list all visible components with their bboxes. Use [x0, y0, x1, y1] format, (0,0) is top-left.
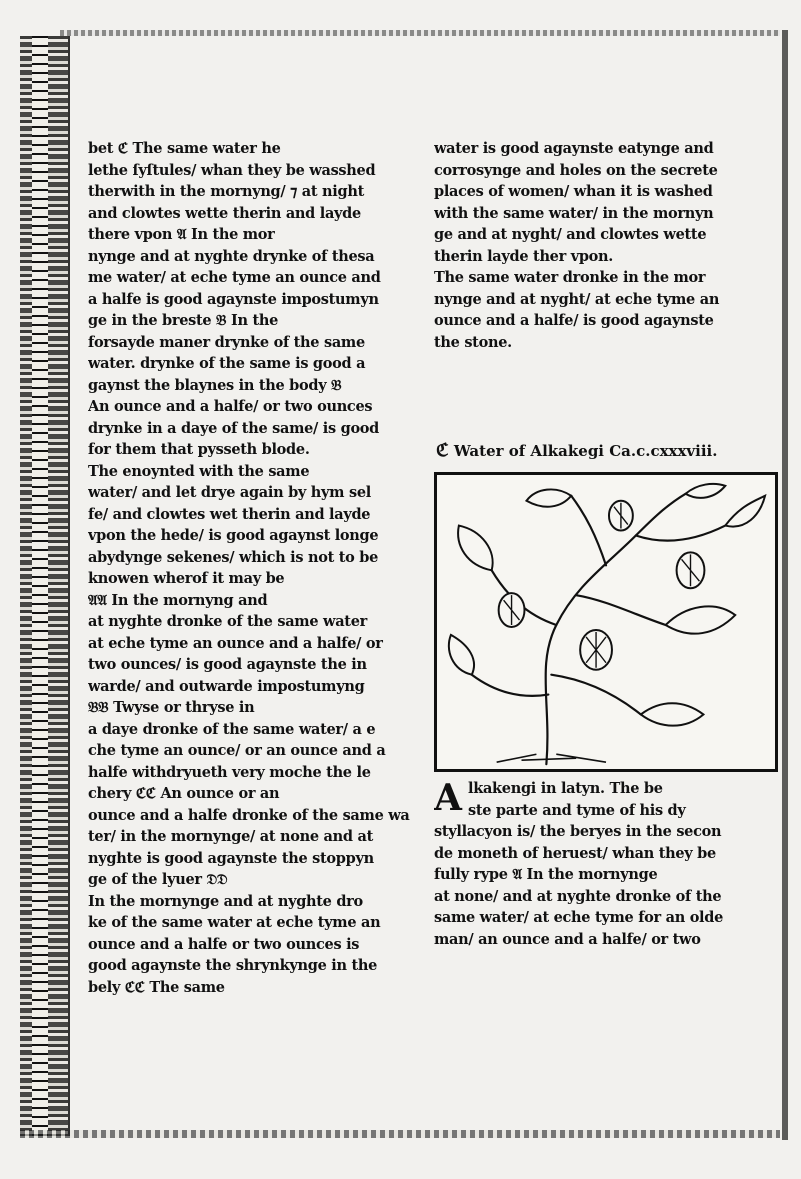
right-text-column-lower	[434, 778, 780, 950]
text-line: nynge and at nyghte drynke of thesa	[88, 247, 375, 265]
text-line: bely ℭℭ The same	[88, 978, 225, 996]
text-line: lethe ſyſtules/ whan they be wasshed	[88, 161, 376, 179]
text-line: good agaynste the shrynkynge in the	[88, 957, 378, 974]
text-line: same water/ at eche tyme for an olde	[434, 909, 724, 926]
text-line: gaynst the blaynes in the body 𝔅	[88, 376, 342, 394]
text-line: at none/ and at nyghte dronke of the	[434, 887, 722, 905]
text-line: water/ and let drye again by hym sel	[88, 484, 371, 501]
plant-woodcut-icon	[437, 475, 775, 769]
text-line: drynke in a daye of the same/ is good	[88, 419, 380, 437]
text-line: ounce and a halfe/ is good agaynste	[434, 312, 714, 329]
text-line: the stone.	[434, 333, 512, 351]
right-text-column-upper	[434, 138, 780, 353]
left-border-inner-pattern	[32, 36, 48, 1136]
text-line: styllacyon is/ the beryes in the secon	[434, 823, 722, 840]
text-line: therin layde ther vpon.	[434, 247, 614, 265]
text-line: fully rype 𝔄 In the mornynge	[434, 866, 658, 883]
text-line: nynge and at nyght/ at eche tyme an	[434, 290, 720, 308]
right-page-edge	[782, 30, 788, 1140]
right-lower-lines	[434, 778, 780, 950]
text-line: water is good agaynste eatynge and	[434, 140, 714, 157]
text-line: 𝔄𝔄 In the mornyng and	[88, 591, 268, 609]
text-line: ge and at nyght/ and clowtes wette	[434, 226, 707, 243]
text-line: corrosynge and holes on the secrete	[434, 161, 718, 179]
text-line: two ounces/ is good agaynste the in	[88, 656, 367, 673]
text-line: ounce and a halfe dronke of the same wa	[88, 806, 410, 824]
text-line: fe/ and clowtes wet therin and layde	[88, 505, 371, 523]
bottom-ornament-rule	[20, 1130, 780, 1138]
text-line: 𝔅𝔅 Twyse or thryse in	[88, 699, 255, 716]
decorated-initial: A	[434, 778, 462, 819]
text-line: ke of the same water at eche tyme an	[88, 914, 381, 931]
text-line: for them that pysseth blode.	[88, 441, 310, 458]
text-line: The same water dronke in the mor	[434, 269, 706, 286]
text-line: forsayde maner drynke of the same	[88, 333, 365, 351]
text-line: therwith in the mornyng/ ⁊ at night	[88, 183, 364, 200]
text-line: there vpon 𝔄 In the mor	[88, 226, 275, 243]
text-line: vpon the hede/ is good agaynst longe	[88, 527, 379, 544]
text-line: nyghte is good agaynste the stoppyn	[88, 849, 374, 867]
text-line: chery ℭℭ An ounce or an	[88, 785, 280, 802]
text-line: che tyme an ounce/ or an ounce and a	[88, 742, 386, 759]
text-line: me water/ at eche tyme an ounce and	[88, 269, 381, 286]
text-line: at eche tyme an ounce and a halfe/ or	[88, 634, 383, 652]
text-line: ste parte and tyme of his dy	[468, 801, 686, 819]
text-line: places of women/ whan it is washed	[434, 183, 713, 200]
text-line: man/ an ounce and a halfe/ or two	[434, 930, 701, 948]
text-line: abydynge sekenes/ which is not to be	[88, 548, 379, 566]
text-line: water. drynke of the same is good a	[88, 355, 366, 372]
text-line: de moneth of heruest/ whan they be	[434, 844, 716, 862]
text-line: ounce and a halfe or two ounces is	[88, 935, 360, 953]
text-line: and clowtes wette therin and layde	[88, 204, 361, 222]
text-line: bet ℭ The same water he	[88, 140, 281, 157]
text-line: with the same water/ in the mornyn	[434, 204, 714, 222]
text-line: The enoynted with the same	[88, 462, 310, 480]
text-line: a daye dronke of the same water/ a e	[88, 720, 376, 738]
text-line: ge in the breste 𝔅 In the	[88, 312, 279, 329]
text-line: knowen wherof it may be	[88, 570, 285, 587]
chapter-heading	[436, 440, 780, 461]
text-line: warde/ and outwarde impostumyng	[88, 677, 365, 695]
text-line: An ounce and a halfe/ or two ounces	[88, 398, 373, 415]
alkekengi-woodcut-illustration	[434, 472, 778, 772]
heading-pilcrow: ℭ	[436, 440, 449, 461]
text-line: ter/ in the mornynge/ at none and at	[88, 828, 373, 845]
text-line: halfe withdryueth very moche the le	[88, 763, 371, 781]
text-line: a halfe is good agaynste impostumyn	[88, 290, 379, 308]
text-line: lkakengi in latyn. The be	[468, 780, 663, 797]
text-line: In the mornynge and at nyghte dro	[88, 892, 363, 910]
left-text-column	[88, 138, 423, 998]
text-line: ge of the lyuer 𝔇𝔇	[88, 871, 228, 888]
heading-text: Water of Alkakegi Ca.c.cxxxviii.	[453, 442, 718, 460]
top-ornament-rule	[60, 30, 780, 36]
text-line: at nyghte dronke of the same water	[88, 613, 367, 630]
